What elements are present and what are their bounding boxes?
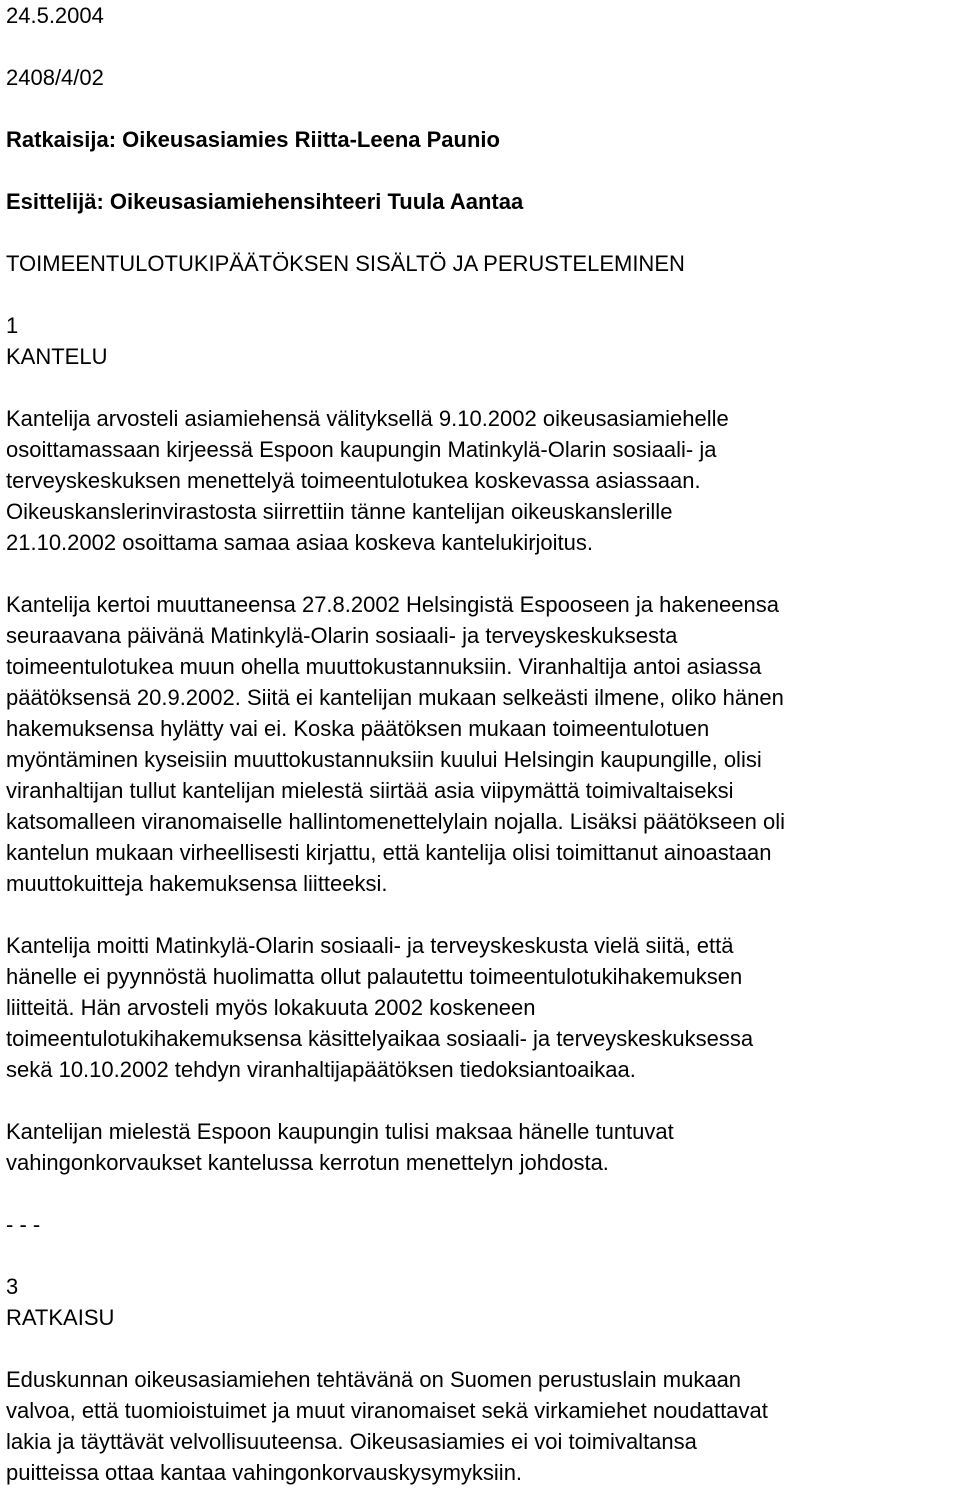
paragraph-line: seuraavana päivänä Matinkylä-Olarin sosiaali- ja terveyskeskuksesta bbox=[6, 623, 678, 648]
paragraph-line: päätöksensä 20.9.2002. Siitä ei kantelijan mukaan selkeästi ilmene, oliko hänen bbox=[6, 685, 784, 710]
section-3-paragraph-1 bbox=[6, 1364, 954, 1488]
decider-line: Ratkaisija: Oikeusasiamies Riitta-Leena Paunio bbox=[6, 127, 500, 152]
paragraph-line: myöntäminen kyseisiin muuttokustannuksiin kuului Helsingin kaupungille, olisi bbox=[6, 747, 762, 772]
paragraph-line: Kantelijan mielestä Espoon kaupungin tulisi maksaa hänelle tuntuvat bbox=[6, 1119, 674, 1144]
section-1-paragraph-3 bbox=[6, 930, 954, 1085]
section-3-number: 3 bbox=[6, 1274, 19, 1299]
section-1-paragraph-4 bbox=[6, 1116, 954, 1178]
section-1-heading: KANTELU bbox=[6, 344, 108, 369]
paragraph-line: Kantelija arvosteli asiamiehensä välityksellä 9.10.2002 oikeusasiamiehelle bbox=[6, 406, 729, 431]
paragraph-line: katsomalleen viranomaiselle hallintomenettelylain nojalla. Lisäksi päätökseen oli bbox=[6, 809, 785, 834]
paragraph-line: 21.10.2002 osoittama samaa asiaa koskeva kantelukirjoitus. bbox=[6, 530, 594, 555]
document-title: TOIMEENTULOTUKIPÄÄTÖKSEN SISÄLTÖ JA PERUSTELEMINEN bbox=[6, 251, 685, 276]
paragraph-line: kantelun mukaan virheellisesti kirjattu, että kantelija olisi toimittanut ainoastaan bbox=[6, 840, 772, 865]
document-page bbox=[6, 0, 954, 1488]
paragraph-line: terveyskeskuksen menettelyä toimeentulotukea koskevassa asiassaan. bbox=[6, 468, 701, 493]
paragraph-line: osoittamassaan kirjeessä Espoon kaupungin Matinkylä-Olarin sosiaali- ja bbox=[6, 437, 717, 462]
paragraph-line: Eduskunnan oikeusasiamiehen tehtävänä on Suomen perustuslain mukaan bbox=[6, 1367, 742, 1392]
section-1-paragraph-2 bbox=[6, 589, 954, 899]
section-1-paragraph-1 bbox=[6, 403, 954, 558]
paragraph-line: muuttokuitteja hakemuksensa liitteeksi. bbox=[6, 871, 388, 896]
paragraph-line: viranhaltijan tullut kantelijan mielestä siirtää asia viipymättä toimivaltaiseksi bbox=[6, 778, 734, 803]
paragraph-line: Oikeuskanslerinvirastosta siirrettiin tänne kantelijan oikeuskanslerille bbox=[6, 499, 673, 524]
section-separator: - - - bbox=[6, 1212, 41, 1237]
paragraph-line: toimeentulotukihakemuksensa käsittelyaikaa sosiaali- ja terveyskeskuksessa bbox=[6, 1026, 754, 1051]
section-1-number: 1 bbox=[6, 313, 19, 338]
paragraph-line: vahingonkorvaukset kantelussa kerrotun menettelyn johdosta. bbox=[6, 1150, 609, 1175]
paragraph-line: sekä 10.10.2002 tehdyn viranhaltijapäätöksen tiedoksiantoaikaa. bbox=[6, 1057, 636, 1082]
paragraph-line: liitteitä. Hän arvosteli myös lokakuuta 2002 koskeneen bbox=[6, 995, 536, 1020]
section-3-heading: RATKAISU bbox=[6, 1305, 115, 1330]
document-date: 24.5.2004 bbox=[6, 3, 104, 28]
case-number: 2408/4/02 bbox=[6, 65, 104, 90]
presenter-line: Esittelijä: Oikeusasiamiehensihteeri Tuula Aantaa bbox=[6, 189, 524, 214]
paragraph-line: Kantelija kertoi muuttaneensa 27.8.2002 Helsingistä Espooseen ja hakeneensa bbox=[6, 592, 779, 617]
paragraph-line: puitteissa ottaa kantaa vahingonkorvauskysymyksiin. bbox=[6, 1460, 523, 1485]
paragraph-line: lakia ja täyttävät velvollisuuteensa. Oikeusasiamies ei voi toimivaltansa bbox=[6, 1429, 697, 1454]
paragraph-line: toimeentulotukea muun ohella muuttokustannuksiin. Viranhaltija antoi asiassa bbox=[6, 654, 762, 679]
paragraph-line: Kantelija moitti Matinkylä-Olarin sosiaali- ja terveyskeskusta vielä siitä, että bbox=[6, 933, 734, 958]
paragraph-line: hakemuksensa hylätty vai ei. Koska päätöksen mukaan toimeentulotuen bbox=[6, 716, 710, 741]
paragraph-line: hänelle ei pyynnöstä huolimatta ollut palautettu toimeentulotukihakemuksen bbox=[6, 964, 743, 989]
paragraph-line: valvoa, että tuomioistuimet ja muut viranomaiset sekä virkamiehet noudattavat bbox=[6, 1398, 768, 1423]
